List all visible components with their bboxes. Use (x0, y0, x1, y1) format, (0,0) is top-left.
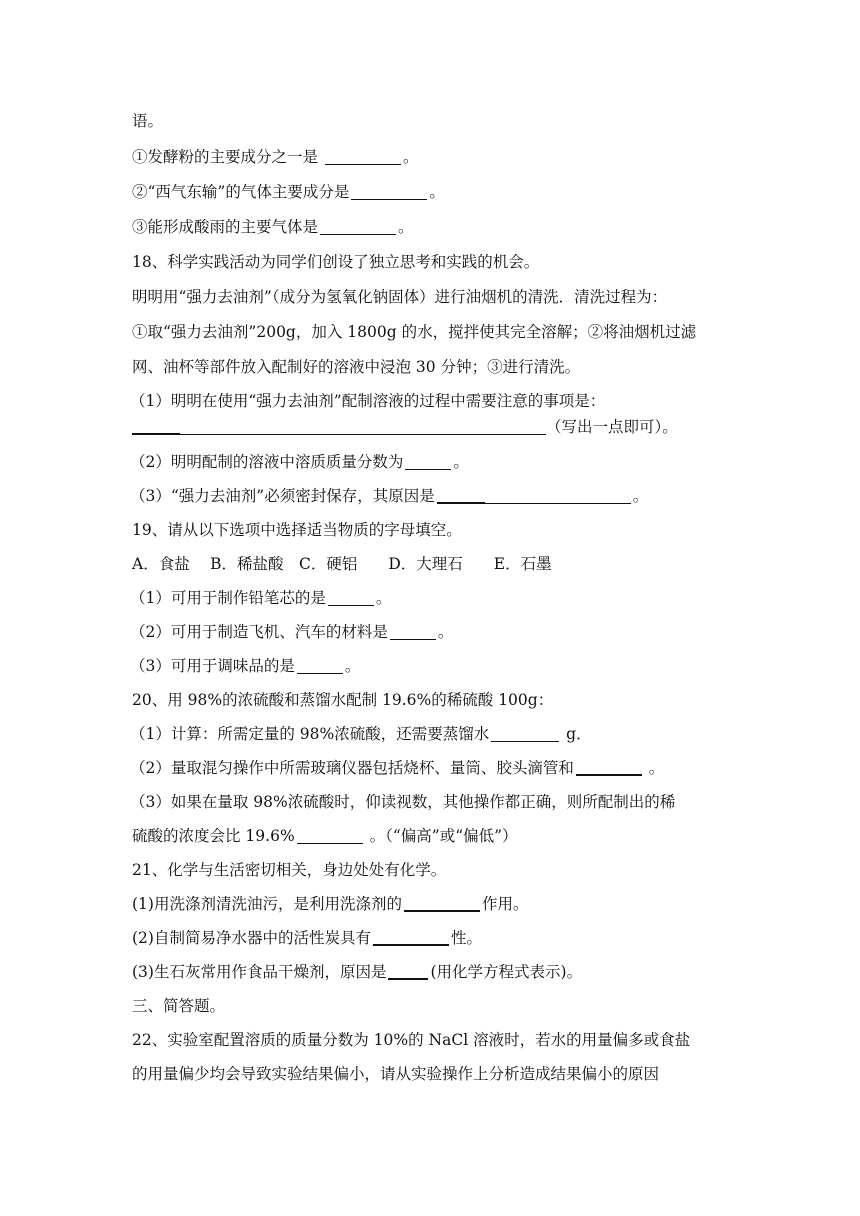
line-text: 。 (402, 148, 419, 166)
answer-blank[interactable] (325, 148, 401, 165)
line-text: 明明用“强力去油剂”（成分为氢氧化钠固体）进行油烟机的清洗．清洗过程为： (132, 288, 668, 306)
answer-blank[interactable] (576, 758, 642, 776)
question-19-options (132, 553, 552, 575)
line-text: （2）明明配制的溶液中溶质质量分数为 (130, 453, 404, 471)
line-text: （1）可用于制作铅笔芯的是 (130, 589, 326, 607)
line-text: （1）明明在使用“强力去油剂”配制溶液的过程中需要注意的事项是： (130, 392, 606, 410)
line-text: 22、实验室配置溶质的质量分数为 10%的 NaCl 溶液时，若水的用量偏多或食盐 (132, 1031, 691, 1049)
question-21-part-2 (132, 927, 482, 949)
line-text: 作用。 (481, 895, 529, 913)
line-text: 性。 (450, 929, 482, 947)
answer-blank[interactable] (390, 623, 436, 640)
line-text: 语。 (132, 112, 164, 130)
line-text: 硫酸的浓度会比 19.6% (132, 827, 295, 845)
line-text: （写出一点即可）。 (546, 418, 678, 436)
question-19-title (132, 519, 462, 541)
question-21-title (132, 859, 446, 881)
answer-blank[interactable] (437, 486, 485, 504)
line-text: 21、化学与生活密切相关，身边处处有化学。 (132, 861, 447, 879)
line-text: g． (561, 725, 592, 743)
answer-blank[interactable] (328, 589, 374, 606)
text-line (132, 825, 518, 847)
line-text: 。 (453, 453, 469, 471)
answer-blank[interactable] (491, 725, 559, 742)
line-text: ①取“强力去油剂”200g，加入 1800g 的水，搅拌使其完全溶解；②将油烟机过滤 (132, 323, 697, 341)
question-18-part-3 (130, 485, 648, 507)
line-text: A．食盐 B．稀盐酸 C．硬铝 D．大理石 E．石墨 (132, 555, 552, 573)
answer-blank[interactable] (297, 827, 363, 844)
line-text: 网、油杯等部件放入配制好的溶液中浸泡 30 分钟；③进行清洗。 (132, 358, 581, 376)
answer-blank[interactable] (320, 218, 396, 235)
text-line (132, 286, 667, 308)
answer-blank[interactable] (485, 487, 631, 504)
question-18-part-1 (130, 390, 605, 412)
answer-blank[interactable] (297, 657, 343, 674)
line-text: (1)用洗涤剂清洗油污，是利用洗涤剂的 (132, 895, 402, 913)
line-text: （3）可用于调味品的是 (130, 657, 295, 675)
line-text: 。 (429, 183, 445, 201)
text-line (132, 356, 580, 378)
line-text: （1）计算：所需定量的 98%浓硫酸，还需要蒸馏水 (130, 725, 490, 743)
line-text: ①发酵粉的主要成分之一是 (132, 148, 319, 166)
question-17-item-2 (132, 181, 445, 203)
line-text: 20、用 98%的浓硫酸和蒸馏水配制 19.6%的稀硫酸 100g： (132, 691, 554, 709)
text-line (132, 110, 163, 132)
section-heading (132, 995, 225, 1017)
line-text: 三、简答题。 (132, 997, 226, 1015)
question-20-part-3 (130, 791, 675, 813)
line-text: 。 (375, 589, 392, 607)
answer-blank[interactable] (180, 418, 546, 435)
line-text: 。 (437, 623, 454, 641)
line-text: (用化学方程式表示)。 (430, 963, 583, 981)
answer-line (132, 416, 678, 438)
line-text: 18、科学实践活动为同学们创设了独立思考和实践的机会。 (132, 253, 540, 271)
question-18-part-2 (130, 451, 469, 473)
question-21-part-1 (132, 893, 528, 915)
question-17-item-3 (132, 216, 414, 238)
line-text: 19、请从以下选项中选择适当物质的字母填空。 (132, 521, 462, 539)
line-text: 。 (344, 657, 361, 675)
question-21-part-3 (132, 961, 582, 983)
line-text: （2）可用于制造飞机、汽车的材料是 (130, 623, 388, 641)
question-20-part-2 (130, 757, 664, 779)
line-text: （3）如果在量取 98%浓硫酸时，仰读视数，其他操作都正确，则所配制出的稀 (130, 793, 676, 811)
line-text: 。 (632, 487, 649, 505)
text-line (132, 1063, 659, 1085)
line-text: ②“西气东输”的气体主要成分是 (132, 183, 350, 201)
question-19-part-2 (130, 621, 453, 643)
line-text: ③能形成酸雨的主要气体是 (132, 218, 319, 236)
answer-blank[interactable] (404, 894, 480, 912)
question-18-title (132, 251, 539, 273)
line-text: （2）量取混匀操作中所需玻璃仪器包括烧杯、量筒、胶头滴管和 (130, 759, 574, 777)
line-text: 的用量偏少均会导致实验结果偏小，请从实验操作上分析造成结果偏小的原因 (132, 1065, 660, 1083)
question-22-title (132, 1029, 690, 1051)
line-text: 。 (398, 218, 414, 236)
line-text: （3）“强力去油剂”必须密封保存，其原因是 (130, 487, 435, 505)
question-20-title (132, 689, 553, 711)
answer-blank[interactable] (351, 183, 427, 200)
question-19-part-1 (130, 587, 391, 609)
line-text: (2)自制简易净水器中的活性炭具有 (132, 929, 371, 947)
line-text: (3)生石灰常用作食品干燥剂，原因是 (132, 963, 387, 981)
line-text: 。（“偏高”或“偏低”） (364, 827, 518, 845)
answer-blank[interactable] (388, 962, 428, 980)
answer-blank[interactable] (405, 453, 451, 470)
question-19-part-3 (130, 655, 360, 677)
answer-blank[interactable] (132, 417, 180, 435)
answer-blank[interactable] (373, 928, 449, 946)
line-text: 。 (643, 759, 665, 777)
text-line (132, 321, 696, 343)
question-20-part-1 (130, 723, 592, 745)
question-17-item-1 (132, 146, 418, 168)
